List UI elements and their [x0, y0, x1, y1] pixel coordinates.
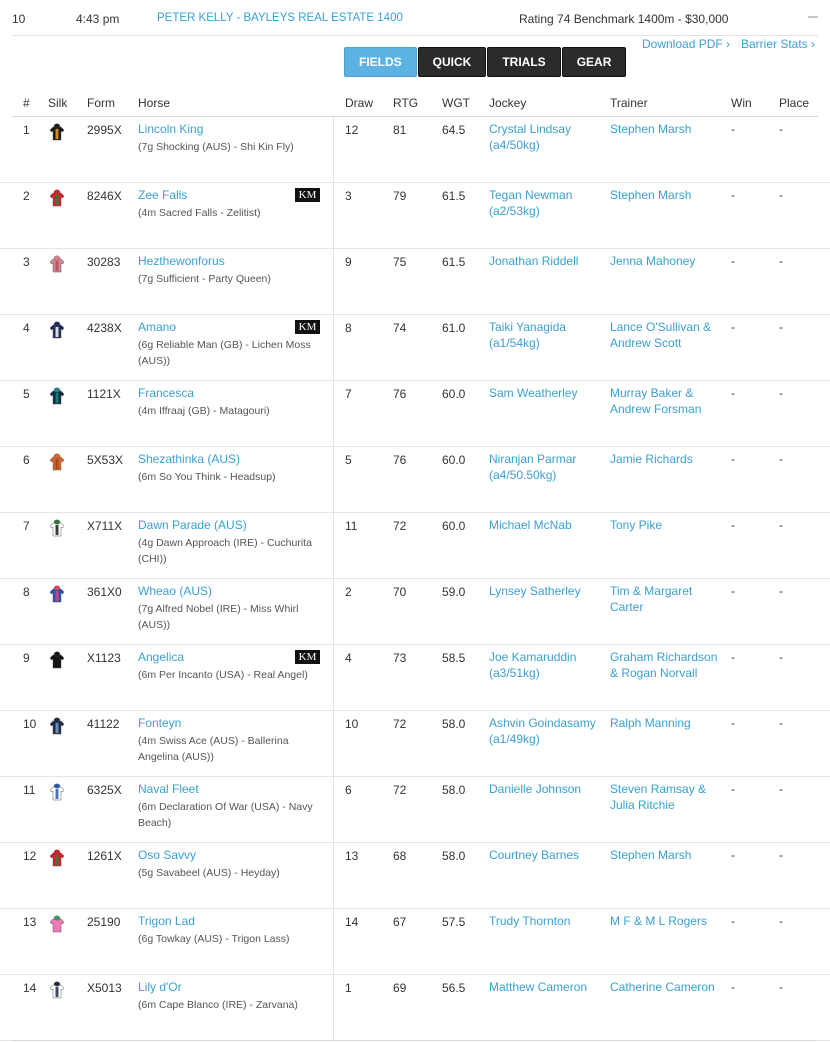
- col-header-rtg: RTG: [393, 96, 419, 110]
- horse-breeding: (7g Alfred Nobel (IRE) - Miss Whirl (AUS)): [138, 603, 299, 631]
- horse-breeding: (4m Sacred Falls - Zelitist): [138, 207, 261, 219]
- weight-value: 61.5: [442, 189, 466, 203]
- col-header-wgt: WGT: [442, 96, 470, 110]
- tab-fields[interactable]: FIELDS: [344, 47, 417, 77]
- trainer-link[interactable]: Catherine Cameron: [610, 980, 715, 994]
- trainer-link[interactable]: Murray Baker & Andrew Forsman: [610, 386, 702, 416]
- win-odds: -: [731, 320, 735, 334]
- draw-value: 1: [345, 981, 352, 995]
- rating-value: 79: [393, 189, 407, 203]
- trainer-link[interactable]: Stephen Marsh: [610, 188, 692, 202]
- col-header-trainer: Trainer: [610, 96, 648, 110]
- win-odds: -: [731, 650, 735, 664]
- runner-number: 2: [23, 189, 30, 203]
- silk-icon: [48, 981, 66, 999]
- silk-icon: [48, 915, 66, 933]
- draw-value: 5: [345, 453, 352, 467]
- draw-value: 10: [345, 717, 359, 731]
- draw-value: 2: [345, 585, 352, 599]
- weight-value: 58.0: [442, 783, 466, 797]
- runner-number: 5: [23, 387, 30, 401]
- jockey-link[interactable]: Jonathan Riddell: [489, 254, 579, 268]
- silk-icon: [48, 651, 66, 669]
- collapse-icon[interactable]: [808, 16, 818, 18]
- col-header-silk: Silk: [48, 96, 68, 110]
- horse-breeding: (6m So You Think - Headsup): [138, 471, 276, 483]
- column-divider: [333, 116, 334, 1041]
- silk-icon: [48, 189, 66, 207]
- form-value: 1261X: [87, 849, 122, 863]
- jockey-link[interactable]: Matthew Cameron: [489, 980, 588, 994]
- km-badge: KM: [295, 188, 320, 202]
- horse-name-link[interactable]: Fonteyn: [138, 716, 182, 730]
- silk-icon: [48, 717, 66, 735]
- table-row: [0, 975, 830, 1041]
- weight-value: 58.0: [442, 717, 466, 731]
- win-odds: -: [731, 518, 735, 532]
- runner-number: 3: [23, 255, 30, 269]
- jockey-link[interactable]: Sam Weatherley: [489, 386, 578, 400]
- runner-number: 14: [23, 981, 37, 995]
- jockey-link[interactable]: Joe Kamaruddin (a3/51kg): [489, 650, 577, 680]
- trainer-link[interactable]: Stephen Marsh: [610, 848, 692, 862]
- table-row: [0, 117, 830, 183]
- horse-name-link[interactable]: Dawn Parade (AUS): [138, 518, 247, 532]
- draw-value: 14: [345, 915, 359, 929]
- trainer-link[interactable]: Lance O'Sullivan & Andrew Scott: [610, 320, 712, 350]
- draw-value: 3: [345, 189, 352, 203]
- col-header-draw: Draw: [345, 96, 374, 110]
- rating-value: 68: [393, 849, 407, 863]
- silk-icon: [48, 783, 66, 801]
- runner-number: 10: [23, 717, 37, 731]
- table-row: [0, 711, 830, 777]
- trainer-link[interactable]: Stephen Marsh: [610, 122, 692, 136]
- win-odds: -: [731, 188, 735, 202]
- horse-breeding: (7g Shocking (AUS) - Shi Kin Fly): [138, 141, 294, 153]
- form-value: 8246X: [87, 189, 122, 203]
- rating-value: 76: [393, 453, 407, 467]
- weight-value: 61.5: [442, 255, 466, 269]
- silk-icon: [48, 519, 66, 537]
- silk-icon: [48, 387, 66, 405]
- runner-number: 6: [23, 453, 30, 467]
- horse-name-link[interactable]: Trigon Lad: [138, 914, 195, 928]
- form-value: X1123: [87, 651, 121, 665]
- table-row: [0, 513, 830, 579]
- place-odds: -: [779, 584, 783, 598]
- table-row: [0, 579, 830, 645]
- place-odds: -: [779, 980, 783, 994]
- runner-number: 11: [23, 783, 36, 797]
- tab-quick[interactable]: QUICK: [418, 47, 487, 77]
- win-odds: -: [731, 254, 735, 268]
- win-odds: -: [731, 716, 735, 730]
- trainer-link[interactable]: Jamie Richards: [610, 452, 693, 466]
- rating-value: 81: [393, 123, 407, 137]
- jockey-link[interactable]: Crystal Lindsay (a4/50kg): [489, 122, 572, 152]
- draw-value: 8: [345, 321, 352, 335]
- horse-breeding: (4g Dawn Approach (IRE) - Cuchurita (CHI)): [138, 537, 312, 565]
- table-row: [0, 183, 830, 249]
- place-odds: -: [779, 254, 783, 268]
- win-odds: -: [731, 782, 735, 796]
- tab-trials[interactable]: TRIALS: [487, 47, 560, 77]
- horse-breeding: (7g Sufficient - Party Queen): [138, 273, 271, 285]
- col-header-form: Form: [87, 96, 115, 110]
- race-header: [0, 0, 830, 36]
- form-value: 41122: [87, 717, 120, 731]
- jockey-link[interactable]: Michael McNab: [489, 518, 572, 532]
- rating-value: 75: [393, 255, 407, 269]
- place-odds: -: [779, 914, 783, 928]
- weight-value: 58.0: [442, 849, 466, 863]
- col-header-number: #: [23, 96, 30, 110]
- trainer-link[interactable]: Steven Ramsay & Julia Ritchie: [610, 782, 707, 812]
- runner-number: 4: [23, 321, 30, 335]
- jockey-link[interactable]: Danielle Johnson: [489, 782, 582, 796]
- divider: [12, 35, 818, 36]
- runner-number: 13: [23, 915, 37, 929]
- divider: [12, 1040, 818, 1041]
- form-value: 25190: [87, 915, 121, 929]
- weight-value: 59.0: [442, 585, 466, 599]
- draw-value: 13: [345, 849, 359, 863]
- weight-value: 57.5: [442, 915, 466, 929]
- place-odds: -: [779, 452, 783, 466]
- horse-name-link[interactable]: Shezathinka (AUS): [138, 452, 241, 466]
- runner-number: 12: [23, 849, 37, 863]
- rating-value: 69: [393, 981, 407, 995]
- rating-value: 72: [393, 783, 407, 797]
- col-header-place: Place: [779, 96, 810, 110]
- table-row: [0, 447, 830, 513]
- horse-name-link[interactable]: Amano: [138, 320, 177, 334]
- horse-breeding: (6m Per Incanto (USA) - Real Angel): [138, 669, 308, 681]
- race-time: 4:43 pm: [76, 12, 120, 26]
- place-odds: -: [779, 122, 783, 136]
- win-odds: -: [731, 848, 735, 862]
- trainer-link[interactable]: Tim & Margaret Carter: [610, 584, 693, 614]
- horse-name-link[interactable]: Oso Savvy: [138, 848, 197, 862]
- jockey-link[interactable]: Lynsey Satherley: [489, 584, 581, 598]
- silk-icon: [48, 453, 66, 471]
- table-row: [0, 645, 830, 711]
- form-value: 6325X: [87, 783, 122, 797]
- horse-name-link[interactable]: Francesca: [138, 386, 195, 400]
- rating-value: 76: [393, 387, 407, 401]
- table-row: [0, 249, 830, 315]
- table-row: [0, 381, 830, 447]
- rating-value: 73: [393, 651, 407, 665]
- horse-name-link[interactable]: Hezthewonforus: [138, 254, 225, 268]
- jockey-link[interactable]: Ashvin Goindasamy (a1/49kg): [489, 716, 596, 746]
- view-tabs: [344, 47, 627, 77]
- col-header-win: Win: [731, 96, 752, 110]
- runner-number: 7: [23, 519, 30, 533]
- runner-number: 8: [23, 585, 30, 599]
- form-value: X711X: [87, 519, 123, 533]
- place-odds: -: [779, 320, 783, 334]
- place-odds: -: [779, 386, 783, 400]
- runner-number: 1: [23, 123, 30, 137]
- horse-breeding: (5g Savabeel (AUS) - Heyday): [138, 867, 280, 879]
- weight-value: 60.0: [442, 387, 466, 401]
- weight-value: 58.5: [442, 651, 466, 665]
- horse-breeding: (6m Declaration Of War (USA) - Navy Beach): [138, 801, 313, 829]
- weight-value: 56.5: [442, 981, 466, 995]
- jockey-link[interactable]: Taiki Yanagida (a1/54kg): [489, 320, 566, 350]
- rating-value: 72: [393, 519, 407, 533]
- trainer-link[interactable]: Ralph Manning: [610, 716, 691, 730]
- form-value: 1121X: [87, 387, 121, 401]
- form-value: 2995X: [87, 123, 122, 137]
- race-number: 10: [12, 12, 26, 26]
- horse-name-link[interactable]: Lincoln King: [138, 122, 204, 136]
- table-row: [0, 777, 830, 843]
- draw-value: 4: [345, 651, 352, 665]
- horse-name-link[interactable]: Lily d'Or: [138, 980, 182, 994]
- rating-value: 74: [393, 321, 407, 335]
- form-value: X5013: [87, 981, 122, 995]
- race-name-link[interactable]: PETER KELLY - BAYLEYS REAL ESTATE 1400: [157, 12, 403, 24]
- place-odds: -: [779, 188, 783, 202]
- table-row: [0, 843, 830, 909]
- win-odds: -: [731, 452, 735, 466]
- win-odds: -: [731, 914, 735, 928]
- rating-value: 70: [393, 585, 407, 599]
- jockey-link[interactable]: Tegan Newman (a2/53kg): [489, 188, 573, 218]
- jockey-link[interactable]: Niranjan Parmar (a4/50.50kg): [489, 452, 577, 482]
- form-value: 4238X: [87, 321, 122, 335]
- horse-breeding: (4m Swiss Ace (AUS) - Ballerina Angelina (AUS)): [138, 735, 289, 763]
- barrier-stats-link[interactable]: Barrier Stats ›: [741, 37, 816, 51]
- horse-breeding: (6m Cape Blanco (IRE) - Zarvana): [138, 999, 298, 1011]
- tab-gear[interactable]: GEAR: [562, 47, 627, 77]
- table-row: [0, 315, 830, 381]
- horse-breeding: (6g Towkay (AUS) - Trigon Lass): [138, 933, 290, 945]
- rating-value: 67: [393, 915, 407, 929]
- form-value: 5X53X: [87, 453, 124, 467]
- draw-value: 12: [345, 123, 359, 137]
- silk-icon: [48, 585, 66, 603]
- rating-value: 72: [393, 717, 407, 731]
- jockey-link[interactable]: Trudy Thornton: [489, 914, 571, 928]
- trainer-link[interactable]: Jenna Mahoney: [610, 254, 696, 268]
- weight-value: 61.0: [442, 321, 466, 335]
- form-value: 361X0: [87, 585, 122, 599]
- place-odds: -: [779, 518, 783, 532]
- horse-name-link[interactable]: Naval Fleet: [138, 782, 199, 796]
- download-pdf-link[interactable]: Download PDF ›: [642, 37, 731, 51]
- table-row: [0, 909, 830, 975]
- place-odds: -: [779, 848, 783, 862]
- trainer-link[interactable]: M F & M L Rogers: [610, 914, 707, 928]
- horse-breeding: (6g Reliable Man (GB) - Lichen Moss (AUS)): [138, 339, 311, 367]
- trainer-link[interactable]: Graham Richardson & Rogan Norvall: [610, 650, 718, 680]
- place-odds: -: [779, 782, 783, 796]
- col-header-horse: Horse: [138, 96, 171, 110]
- place-odds: -: [779, 716, 783, 730]
- weight-value: 60.0: [442, 453, 466, 467]
- win-odds: -: [731, 980, 735, 994]
- draw-value: 7: [345, 387, 352, 401]
- weight-value: 60.0: [442, 519, 466, 533]
- horse-name-link[interactable]: Wheao (AUS): [138, 584, 213, 598]
- win-odds: -: [731, 584, 735, 598]
- form-value: 30283: [87, 255, 121, 269]
- jockey-link[interactable]: Courtney Barnes: [489, 848, 580, 862]
- draw-value: 9: [345, 255, 352, 269]
- km-badge: KM: [295, 320, 320, 334]
- col-header-jockey: Jockey: [489, 96, 527, 110]
- draw-value: 6: [345, 783, 352, 797]
- trainer-link[interactable]: Tony Pike: [610, 518, 663, 532]
- win-odds: -: [731, 122, 735, 136]
- horse-name-link[interactable]: Zee Falls: [138, 188, 188, 202]
- silk-icon: [48, 849, 66, 867]
- horse-breeding: (4m Iffraaj (GB) - Matagouri): [138, 405, 270, 417]
- silk-icon: [48, 255, 66, 273]
- race-info: Rating 74 Benchmark 1400m - $30,000: [519, 12, 729, 26]
- place-odds: -: [779, 650, 783, 664]
- draw-value: 11: [345, 519, 358, 533]
- silk-icon: [48, 321, 66, 339]
- km-badge: KM: [295, 650, 320, 664]
- horse-name-link[interactable]: Angelica: [138, 650, 185, 664]
- weight-value: 64.5: [442, 123, 466, 137]
- win-odds: -: [731, 386, 735, 400]
- runner-number: 9: [23, 651, 30, 665]
- silk-icon: [48, 123, 66, 141]
